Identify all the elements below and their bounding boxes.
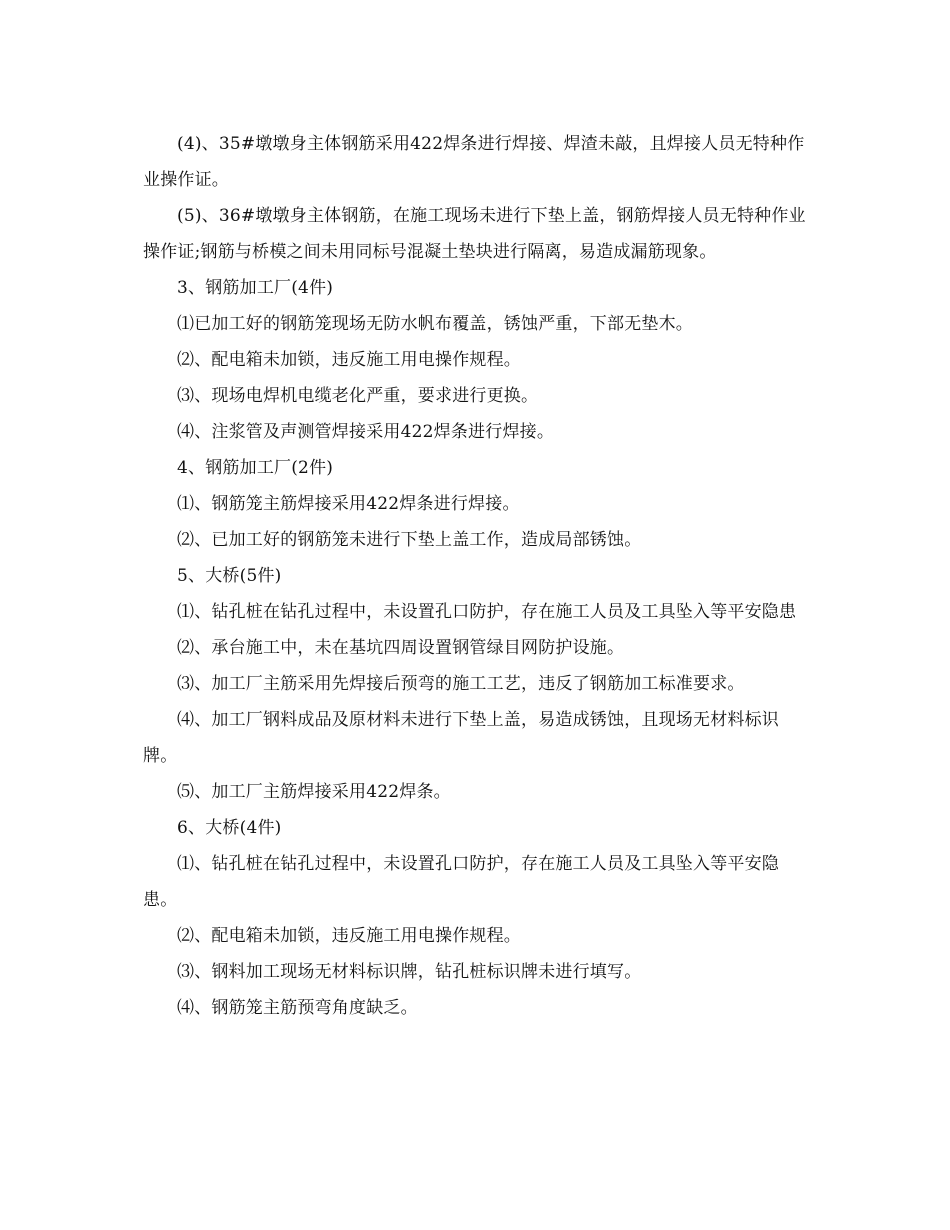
paragraph: ⑶、钢料加工现场无材料标识牌，钻孔桩标识牌未进行填写。 <box>177 962 642 982</box>
paragraph: ⑵、配电箱未加锁，违反施工用电操作规程。 <box>177 350 521 370</box>
paragraph: ⑴已加工好的钢筋笼现场无防水帆布覆盖，锈蚀严重，下部无垫木。 <box>177 314 693 334</box>
paragraph: ⑶、加工厂主筋采用先焊接后预弯的施工工艺，违反了钢筋加工标准要求。 <box>177 674 745 694</box>
paragraph: ⑷、加工厂钢料成品及原材料未进行下垫上盖，易造成锈蚀，且现场无材料标识牌。 <box>143 710 779 766</box>
paragraph: (4)、35#墩墩身主体钢筋采用422焊条进行焊接、焊渣未敲，且焊接人员无特种作业操作证。 <box>143 134 805 190</box>
paragraph: ⑸、加工厂主筋焊接采用422焊条。 <box>177 782 451 802</box>
section-heading: 3、钢筋加工厂(4件) <box>177 278 334 298</box>
paragraph: ⑶、现场电焊机电缆老化严重，要求进行更换。 <box>177 386 539 406</box>
document-body <box>143 126 807 1026</box>
paragraph: ⑵、配电箱未加锁，违反施工用电操作规程。 <box>177 926 521 946</box>
paragraph: ⑷、钢筋笼主筋预弯角度缺乏。 <box>177 998 418 1018</box>
section-heading: 5、大桥(5件) <box>177 566 282 586</box>
section-heading: 6、大桥(4件) <box>177 818 282 838</box>
paragraph: (5)、36#墩墩身主体钢筋，在施工现场未进行下垫上盖，钢筋焊接人员无特种作业操作证;钢筋与桥模之间未用同标号混凝土垫块进行隔离，易造成漏筋现象。 <box>143 206 806 262</box>
paragraph: ⑴、钢筋笼主筋焊接采用422焊条进行焊接。 <box>177 494 520 514</box>
paragraph: ⑴、钻孔桩在钻孔过程中，未设置孔口防护，存在施工人员及工具坠入等平安隐患。 <box>143 854 779 910</box>
paragraph: ⑵、承台施工中，未在基坑四周设置钢管绿目网防护设施。 <box>177 638 625 658</box>
section-heading: 4、钢筋加工厂(2件) <box>177 458 334 478</box>
paragraph: ⑷、注浆管及声测管焊接采用422焊条进行焊接。 <box>177 422 555 442</box>
paragraph: ⑵、已加工好的钢筋笼未进行下垫上盖工作，造成局部锈蚀。 <box>177 530 642 550</box>
paragraph: ⑴、钻孔桩在钻孔过程中，未设置孔口防护，存在施工人员及工具坠入等平安隐患 <box>177 602 797 622</box>
